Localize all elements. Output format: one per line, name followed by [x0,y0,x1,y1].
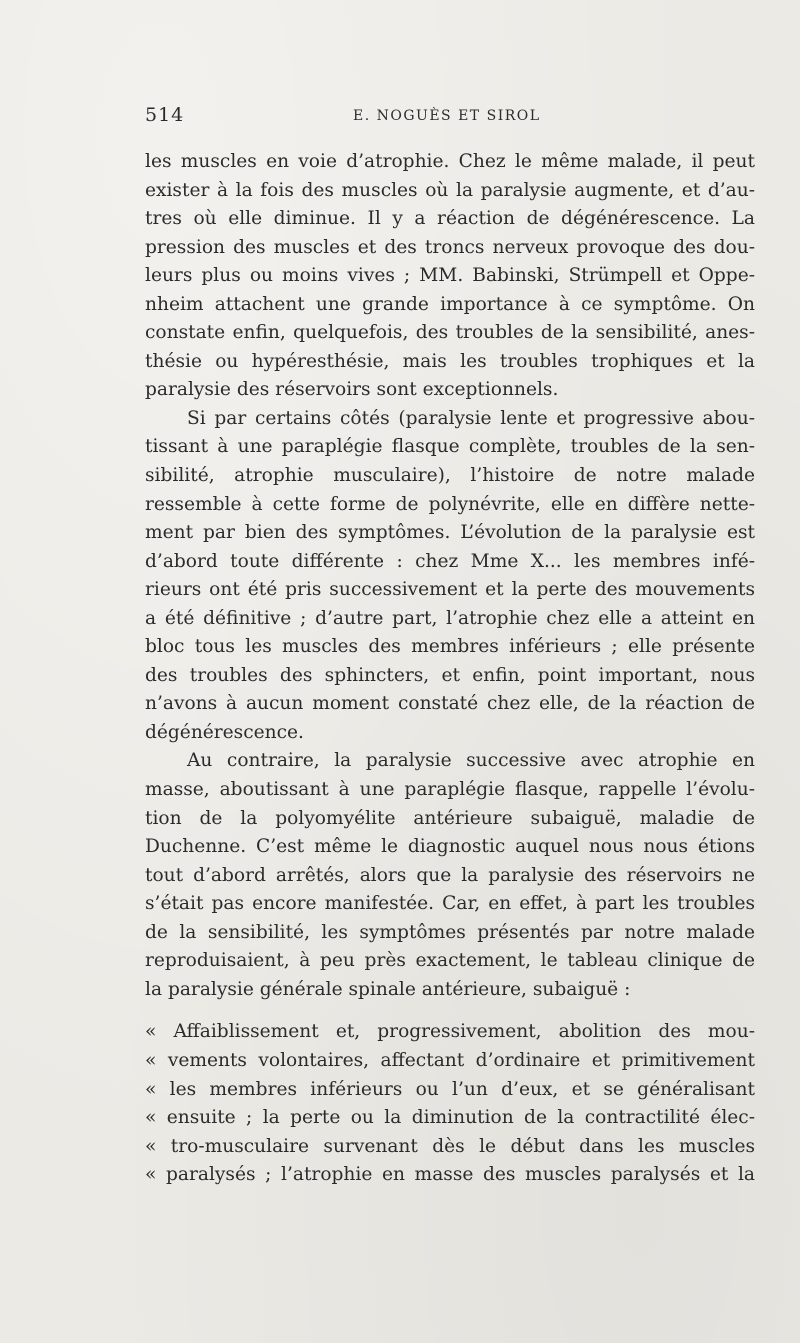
text-line: bloc tous les muscles des membres inférieurs ; elle présente [145,636,755,658]
text-line: leurs plus ou moins vives ; MM. Babinski, Strümpell et Oppe- [145,265,755,287]
text-line: s’était pas encore manifestée. Car, en effet, à part les troubles [145,893,755,915]
text-line: reproduisaient, à peu près exactement, le tableau clinique de [145,950,755,972]
text-line: tion de la polyomyélite antérieure subaiguë, maladie de [145,807,755,829]
text-line: rieurs ont été pris successivement et la perte des mouvements [145,579,755,601]
page-number: 514 [145,104,185,126]
text-line: les muscles en voie d’atrophie. Chez le même malade, il peut [145,151,755,172]
text-line: n’avons à aucun moment constaté chez elle, de la réaction de [145,693,755,715]
quote-line: « les membres inférieurs ou l’un d’eux, et se généralisant [145,1078,755,1100]
quote-line: « ensuite ; la perte ou la diminution de la contractilité élec- [145,1107,755,1129]
quote-line: « vements volontaires, affectant d’ordinaire et primitivement [145,1049,755,1071]
text-line: Au contraire, la paralysie successive avec atrophie en [187,750,755,772]
text-line: sibilité, atrophie musculaire), l’histoire de notre malade [145,465,755,487]
text-line: paralysie des réservoirs sont exceptionnels. [145,379,559,401]
text-line: tres où elle diminue. Il y a réaction de dégénérescence. La [145,208,755,230]
text-line: d’abord toute différente : chez Mme X... les membres infé- [145,550,755,572]
text-line: a été définitive ; d’autre part, l’atrophie chez elle a atteint en [145,607,755,629]
text-line: Si par certains côtés (paralysie lente et progressive abou- [187,407,755,429]
text-line: tout d’abord arrêtés, alors que la paralysie des réservoirs ne [145,864,755,886]
text-line: tissant à une paraplégie flasque complète, troubles de la sen- [145,436,755,458]
paragraph-1 [145,148,755,405]
text-line: exister à la fois des muscles où la paralysie augmente, et d’au- [145,179,755,201]
quotation-block [145,1018,755,1189]
text-line: pression des muscles et des troncs nerveux provoque des dou- [145,236,755,258]
text-line: des troubles des sphincters, et enfin, point important, nous [145,664,755,686]
body-text [145,148,755,1190]
text-line: masse, aboutissant à une paraplégie flasque, rappelle l’évolu- [145,779,755,801]
text-line: thésie ou hypéresthésie, mais les troubles trophiques et la [145,350,755,372]
text-line: nheim attachent une grande importance à ce symptôme. On [145,293,755,315]
text-line: ressemble à cette forme de polynévrite, elle en diffère nette- [145,493,755,515]
text-line: de la sensibilité, les symptômes présentés par notre malade [145,921,755,943]
text-line: dégénérescence. [145,721,304,743]
quote-spacing [145,1004,755,1018]
quote-line: « paralysés ; l’atrophie en masse des muscles paralysés et la [145,1164,755,1186]
quote-line: « tro-musculaire survenant dès le début dans les muscles [145,1135,755,1157]
page-header [145,104,755,134]
paragraph-3 [145,747,755,1004]
quote-line: « Affaiblissement et, progressivement, abolition des mou- [145,1021,755,1043]
text-line: ment par bien des symptômes. L’évolution de la paralysie est [145,522,755,544]
text-line: constate enfin, quelquefois, des troubles de la sensibilité, anes- [145,322,755,344]
text-line: Duchenne. C’est même le diagnostic auquel nous nous étions [145,836,755,858]
running-head: E. NOGUÈS ET SIROL [353,108,541,124]
paragraph-2 [145,405,755,748]
text-line: la paralysie générale spinale antérieure, subaiguë : [145,978,631,1000]
